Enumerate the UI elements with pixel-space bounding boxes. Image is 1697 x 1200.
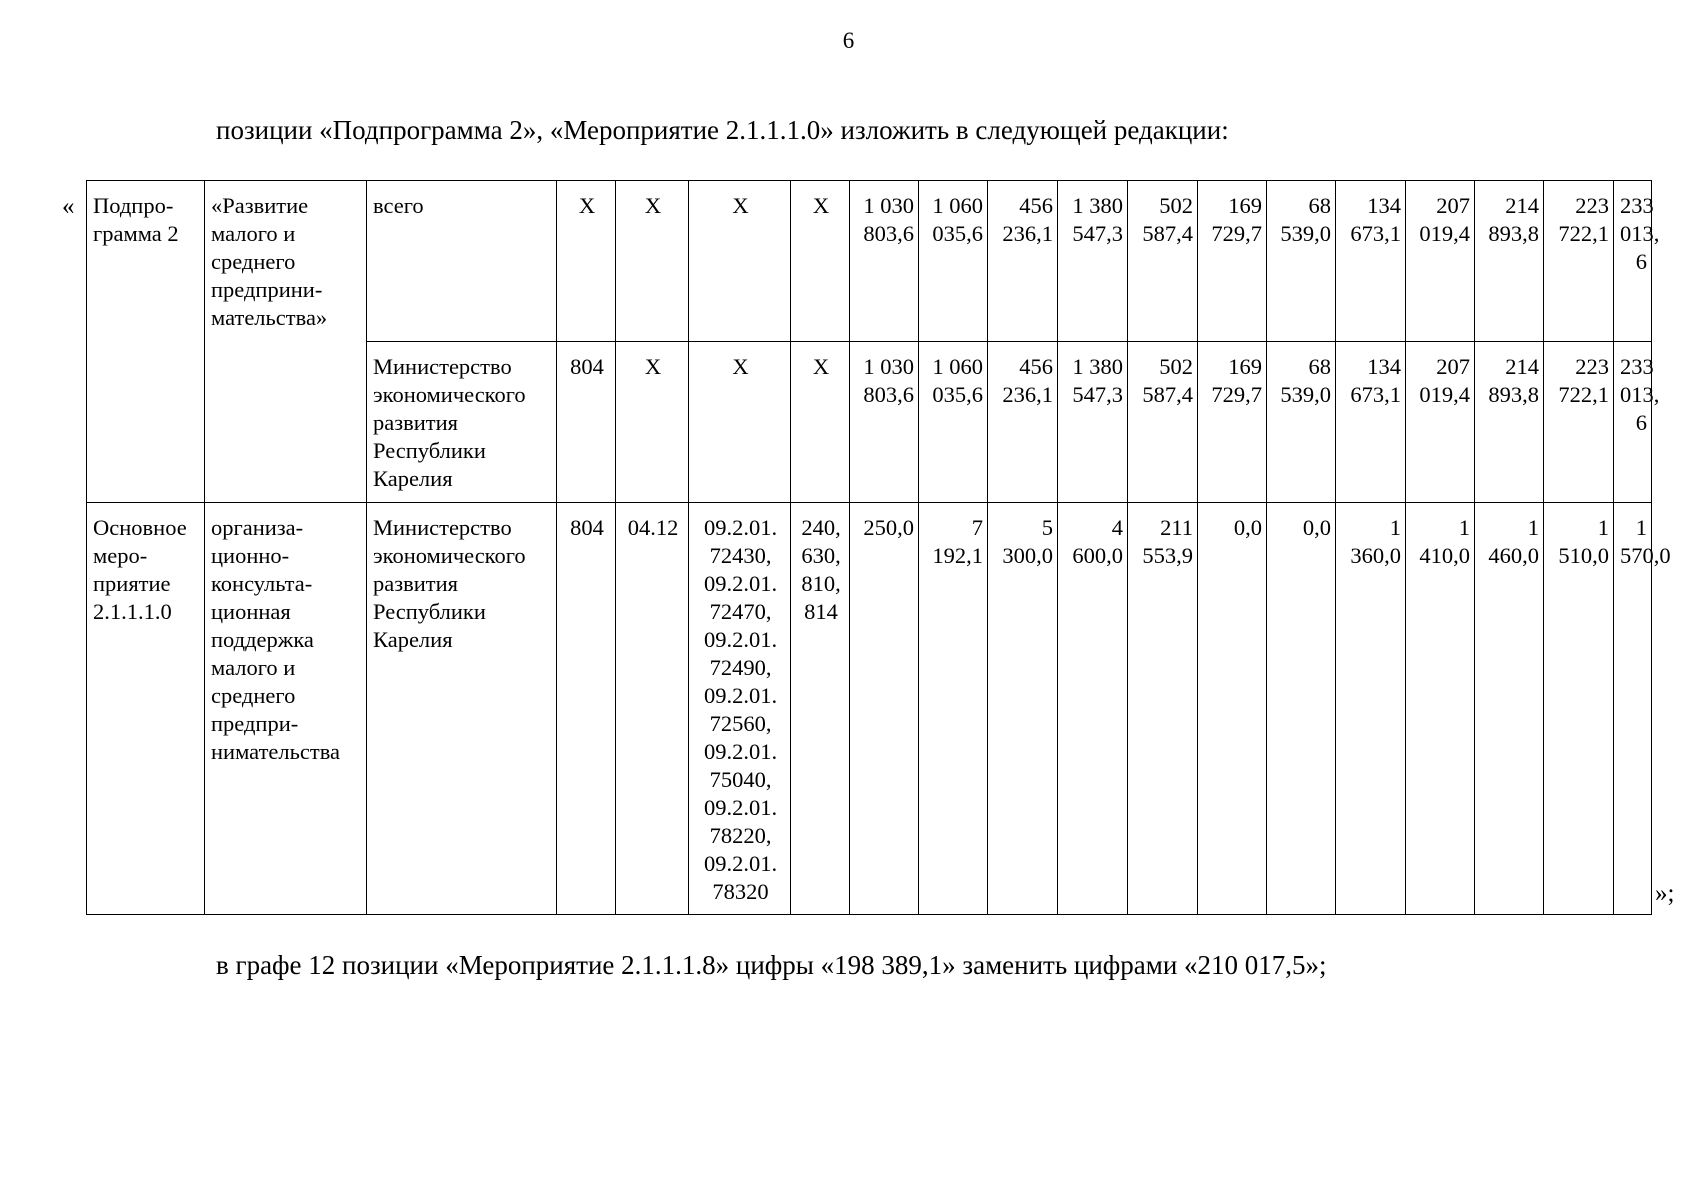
table-row-activity (87, 503, 1652, 915)
subprogram-name-cell: «Развитие малого и среднего предприни- мательства» (205, 181, 367, 503)
value-cell: 1 030 803,6 (850, 181, 919, 342)
value-cell: 5 300,0 (988, 503, 1058, 915)
csr-cell: X (689, 342, 791, 503)
page-number: 6 (842, 28, 855, 53)
value-cell: 207 019,4 (1406, 342, 1475, 503)
value-cell: 169 729,7 (1198, 342, 1267, 503)
value-cell: 223 722,1 (1544, 181, 1614, 342)
executor-cell: Министерство экономического развития Республики Карелия (367, 342, 557, 503)
activity-code-cell: Основное меро- приятие 2.1.1.1.0 (87, 503, 205, 915)
vr-cell: X (791, 181, 850, 342)
value-cell: 1 570,0 (1614, 503, 1652, 915)
value-cell: 502 587,4 (1128, 342, 1198, 503)
value-cell: 207 019,4 (1406, 181, 1475, 342)
value-cell: 4 600,0 (1058, 503, 1128, 915)
rzpr-cell: 04.12 (616, 503, 689, 915)
value-cell: 1 380 547,3 (1058, 181, 1128, 342)
value-cell: 502 587,4 (1128, 181, 1198, 342)
value-cell: 233 013, 6 (1614, 342, 1652, 503)
close-quote: »; (1655, 880, 1675, 907)
value-cell: 456 236,1 (988, 181, 1058, 342)
value-cell: 1 030 803,6 (850, 342, 919, 503)
value-cell: 134 673,1 (1336, 342, 1406, 503)
value-cell: 7 192,1 (919, 503, 988, 915)
open-quote: « (62, 193, 75, 220)
value-cell: 214 893,8 (1475, 342, 1544, 503)
grbs-cell: 804 (557, 503, 616, 915)
value-cell: 0,0 (1198, 503, 1267, 915)
value-cell: 1 060 035,6 (919, 181, 988, 342)
value-cell: 233 013, 6 (1614, 181, 1652, 342)
intro-paragraph: позиции «Подпрограмма 2», «Мероприятие 2.1.1.1.0» изложить в следующей редакции: (216, 115, 1229, 145)
vr-cell: 240, 630, 810, 814 (791, 503, 850, 915)
value-cell: 1 410,0 (1406, 503, 1475, 915)
csr-cell: 09.2.01. 72430, 09.2.01. 72470, 09.2.01. 72490, 09.2.01. 72560, 09.2.01. 75040, 09.2.01. 78220, 09.2.01. 78320 (689, 503, 791, 915)
activity-name-cell: организа- ционно- консульта- ционная поддержка малого и среднего предпри- нимательства (205, 503, 367, 915)
value-cell: 250,0 (850, 503, 919, 915)
value-cell: 1 060 035,6 (919, 342, 988, 503)
rzpr-cell: X (616, 181, 689, 342)
subprogram-code-cell: Подпро- грамма 2 (87, 181, 205, 503)
value-cell: 1 360,0 (1336, 503, 1406, 915)
grbs-cell: X (557, 181, 616, 342)
budget-table (86, 180, 1671, 915)
value-cell: 1 380 547,3 (1058, 342, 1128, 503)
value-cell: 134 673,1 (1336, 181, 1406, 342)
value-cell: 169 729,7 (1198, 181, 1267, 342)
value-cell: 1 510,0 (1544, 503, 1614, 915)
value-cell: 214 893,8 (1475, 181, 1544, 342)
value-cell: 68 539,0 (1267, 181, 1336, 342)
grbs-cell: 804 (557, 342, 616, 503)
value-cell: 223 722,1 (1544, 342, 1614, 503)
value-cell: 211 553,9 (1128, 503, 1198, 915)
value-cell: 68 539,0 (1267, 342, 1336, 503)
executor-cell: Министерство экономического развития Республики Карелия (367, 503, 557, 915)
executor-cell: всего (367, 181, 557, 342)
vr-cell: X (791, 342, 850, 503)
rzpr-cell: X (616, 342, 689, 503)
value-cell: 1 460,0 (1475, 503, 1544, 915)
csr-cell: X (689, 181, 791, 342)
value-cell: 456 236,1 (988, 342, 1058, 503)
table-row-subprogram-total (87, 181, 1652, 342)
outro-paragraph: в графе 12 позиции «Мероприятие 2.1.1.1.8» цифры «198 389,1» заменить цифрами «210 017,5»; (216, 950, 1327, 980)
value-cell: 0,0 (1267, 503, 1336, 915)
